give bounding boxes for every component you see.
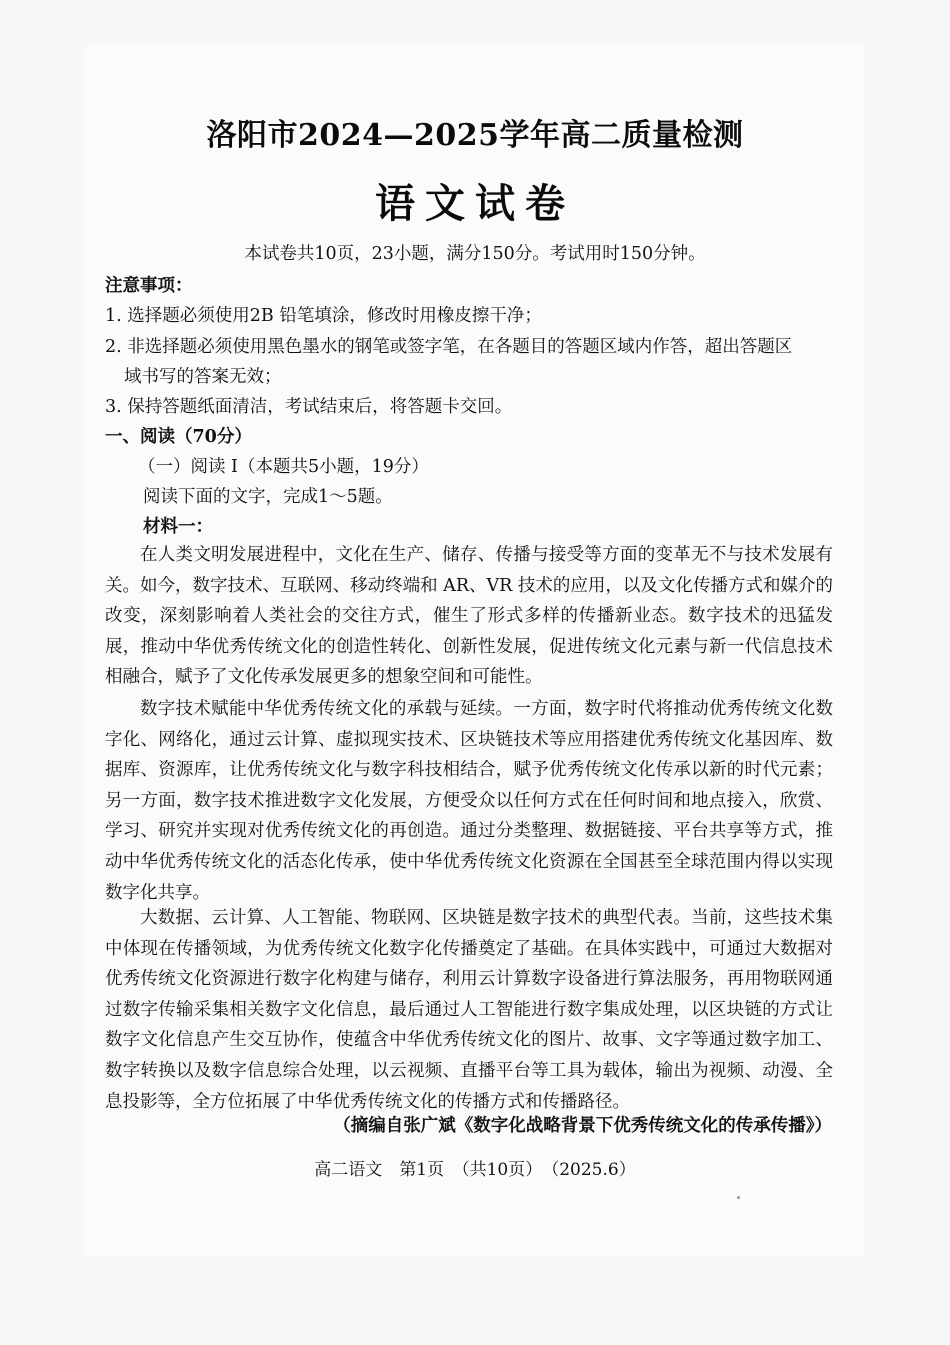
sub-section-heading: （一）阅读 I（本题共5小题，19分） bbox=[138, 457, 429, 477]
material-label: 材料一： bbox=[143, 517, 213, 537]
paper-title: 语文试卷 bbox=[375, 180, 575, 227]
paragraph-2: 数字技术赋能中华优秀传统文化的承载与延续。一方面，数字时代将推动优秀传统文化数字化、网络化，通过云计算、虚拟现实技术、区块链技术等应用搭建优秀传统文化基因库、数据库、资源库，让优秀传统文化与数字科技相结合，赋予优秀传统文化传承以新的时代元素；另一方面，数字技术推进数字文化发展，方便受众以任何方式在任何时间和地点接入，欣赏、学习、研究并实现对优秀传统文化的再创造。通过分类整理、数据链接、平台共享等方式，推动中华优秀传统文化的活态化传承，使中华优秀传统文化资源在全国甚至全球范围内得以实现数字化共享。 bbox=[105, 699, 833, 903]
exam-summary: 本试卷共10页，23小题，满分150分。考试用时150分钟。 bbox=[244, 244, 706, 264]
note-item-2-cont: 域书写的答案无效； bbox=[124, 367, 282, 387]
note-item-2: 2. 非选择题必须使用黑色墨水的钢笔或签字笔，在各题目的答题区域内作答，超出答题区 bbox=[105, 337, 793, 357]
scan-speck bbox=[737, 1196, 740, 1199]
note-item-3: 3. 保持答题纸面清洁，考试结束后，将答题卡交回。 bbox=[105, 397, 513, 417]
instruction: 阅读下面的文字，完成1～5题。 bbox=[143, 487, 393, 507]
note-item-1: 1. 选择题必须使用2B 铅笔填涂，修改时用橡皮擦干净； bbox=[105, 306, 542, 326]
exam-title: 洛阳市2024—2025学年高二质量检测 bbox=[206, 118, 744, 153]
paragraph-1: 在人类文明发展进程中，文化在生产、储存、传播与接受等方面的变革无不与技术发展有关。如今，数字技术、互联网、移动终端和 AR、VR 技术的应用，以及文化传播方式和媒介的改变，深刻影响着人类社会的交往方式，催生了形式多样的传播新业态。数字技术的迅猛发展，推动中华优秀传统文化的创造性转化、创新性发展，促进传统文化元素与新一代信息技术相融合，赋予了文化传承发展更多的想象空间和可能性。 bbox=[105, 545, 833, 688]
paragraph-3: 大数据、云计算、人工智能、物联网、区块链是数字技术的典型代表。当前，这些技术集中体现在传播领域，为优秀传统文化数字化传播奠定了基础。在具体实践中，可通过大数据对优秀传统文化资源进行数字化构建与储存，利用云计算数字设备进行算法服务，再用物联网通过数字传输采集相关数字文化信息，最后通过人工智能进行数字集成处理，以区块链的方式让数字文化信息产生交互协作，使蕴含中华优秀传统文化的图片、故事、文字等通过数字加工、数字转换以及数字信息综合处理，以云视频、直播平台等工具为载体，输出为视频、动漫、全息投影等，全方位拓展了中华优秀传统文化的传播方式和传播路径。 bbox=[105, 908, 833, 1112]
section-heading: 一、阅读（70分） bbox=[105, 427, 252, 447]
notes-heading: 注意事项： bbox=[105, 276, 193, 296]
page-footer: 高二语文 第1页 （共10页） （2025.6） bbox=[314, 1160, 636, 1180]
source-citation: （摘编自张广斌《数字化战略背景下优秀传统文化的传承传播》） bbox=[333, 1116, 832, 1136]
